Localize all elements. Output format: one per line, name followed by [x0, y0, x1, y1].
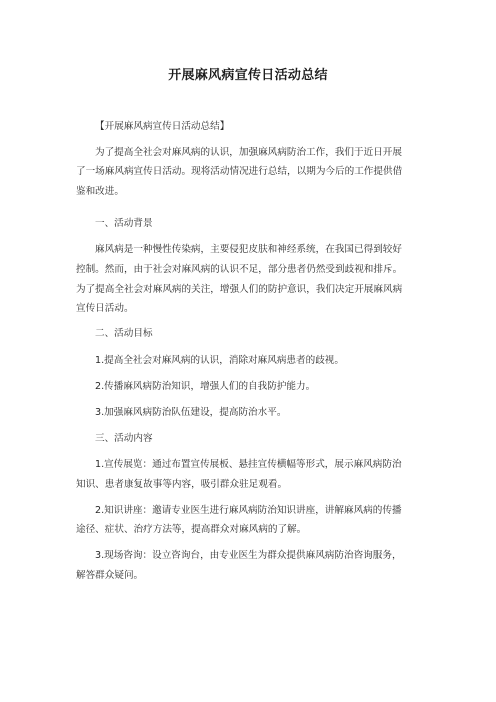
section-heading: 二、活动目标 — [95, 328, 153, 339]
paragraph-line: 宣传日活动。 — [76, 303, 134, 314]
list-item: 2.传播麻风病防治知识，增强人们的自我防护能力。 — [95, 381, 316, 392]
list-item: 3.现场咨询：设立咨询台，由专业医生为群众提供麻风病防治咨询服务， — [95, 550, 402, 561]
list-item: 1.宣传展览：通过布置宣传展板、悬挂宣传横幅等形式，展示麻风病防治 — [95, 459, 402, 470]
list-item: 1.提高全社会对麻风病的认识，消除对麻风病患者的歧视。 — [95, 355, 344, 366]
list-item-continuation: 途径、症状、治疗方法等，提高群众对麻风病的了解。 — [76, 524, 307, 535]
section-header-line: 【开展麻风病宣传日活动总结】 — [95, 121, 230, 132]
list-item: 2.知识讲座：邀请专业医生进行麻风病防治知识讲座，讲解麻风病的传播 — [95, 505, 402, 516]
list-item-continuation: 解答群众疑问。 — [76, 570, 144, 581]
paragraph-line: 为了提高全社会对麻风病的关注，增强人们的防护意识，我们决定开展麻风病 — [76, 284, 403, 295]
paragraph-line: 麻风病是一种慢性传染病，主要侵犯皮肤和神经系统，在我国已得到较好 — [95, 244, 402, 255]
paragraph-line: 控制。然而，由于社会对麻风病的认识不足，部分患者仍然受到歧视和排斥。 — [76, 264, 403, 275]
document-title: 开展麻风病宣传日活动总结 — [168, 68, 328, 83]
paragraph-line: 了一场麻风病宣传日活动。现将活动情况进行总结，以期为今后的工作提供借 — [76, 166, 403, 177]
paragraph-line: 鉴和改进。 — [76, 186, 124, 197]
list-item-continuation: 知识、患者康复故事等内容，吸引群众驻足观看。 — [76, 479, 288, 490]
section-heading: 三、活动内容 — [95, 433, 153, 444]
paragraph-line: 为了提高全社会对麻风病的认识，加强麻风病防治工作，我们于近日开展 — [95, 147, 402, 158]
section-heading: 一、活动背景 — [95, 218, 153, 229]
list-item: 3.加强麻风病防治队伍建设，提高防治水平。 — [95, 407, 287, 418]
